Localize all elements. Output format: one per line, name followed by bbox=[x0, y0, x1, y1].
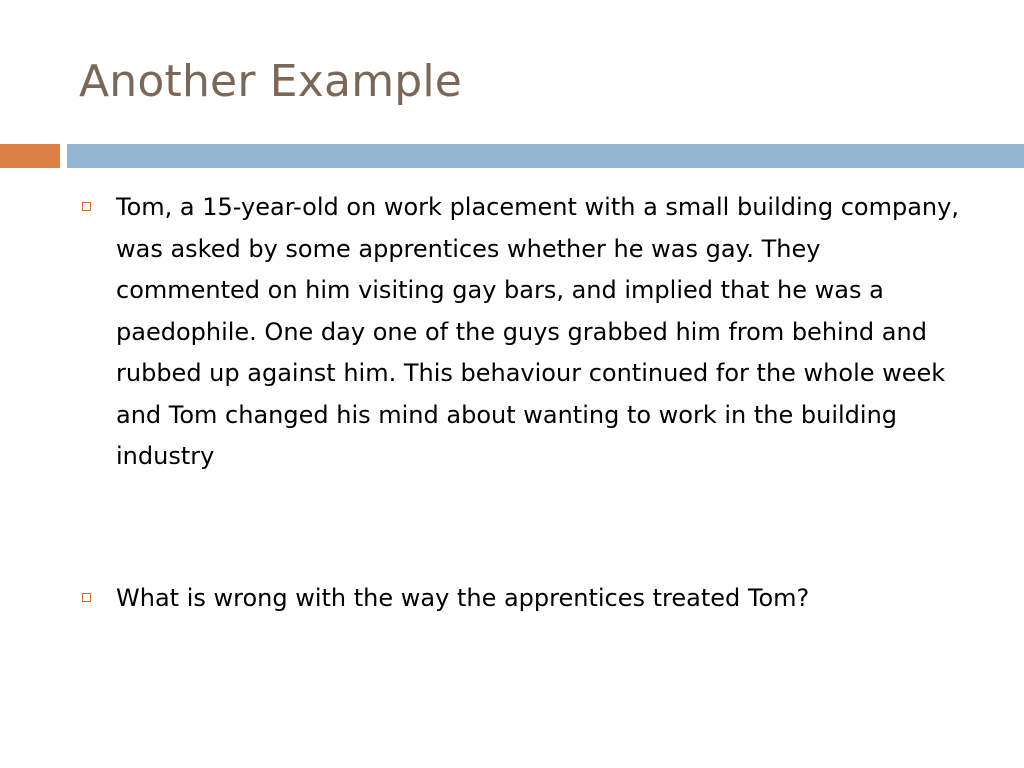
bullet-text: Tom, a 15-year-old on work placement with a small building company, was asked by some apprentices whether he was gay. They commented on him visiting gay bars, and implied that he was a paedophile. One day one of the guys grabbed him from behind and rubbed up against him. This behaviour continued for the whole week and Tom changed his mind about wanting to work in the building industry bbox=[116, 193, 959, 470]
bullet-text: What is wrong with the way the apprentices treated Tom? bbox=[116, 584, 810, 612]
hollow-square-bullet-icon bbox=[82, 593, 91, 602]
slide-title: Another Example bbox=[79, 56, 463, 107]
hollow-square-bullet-icon bbox=[82, 202, 91, 211]
